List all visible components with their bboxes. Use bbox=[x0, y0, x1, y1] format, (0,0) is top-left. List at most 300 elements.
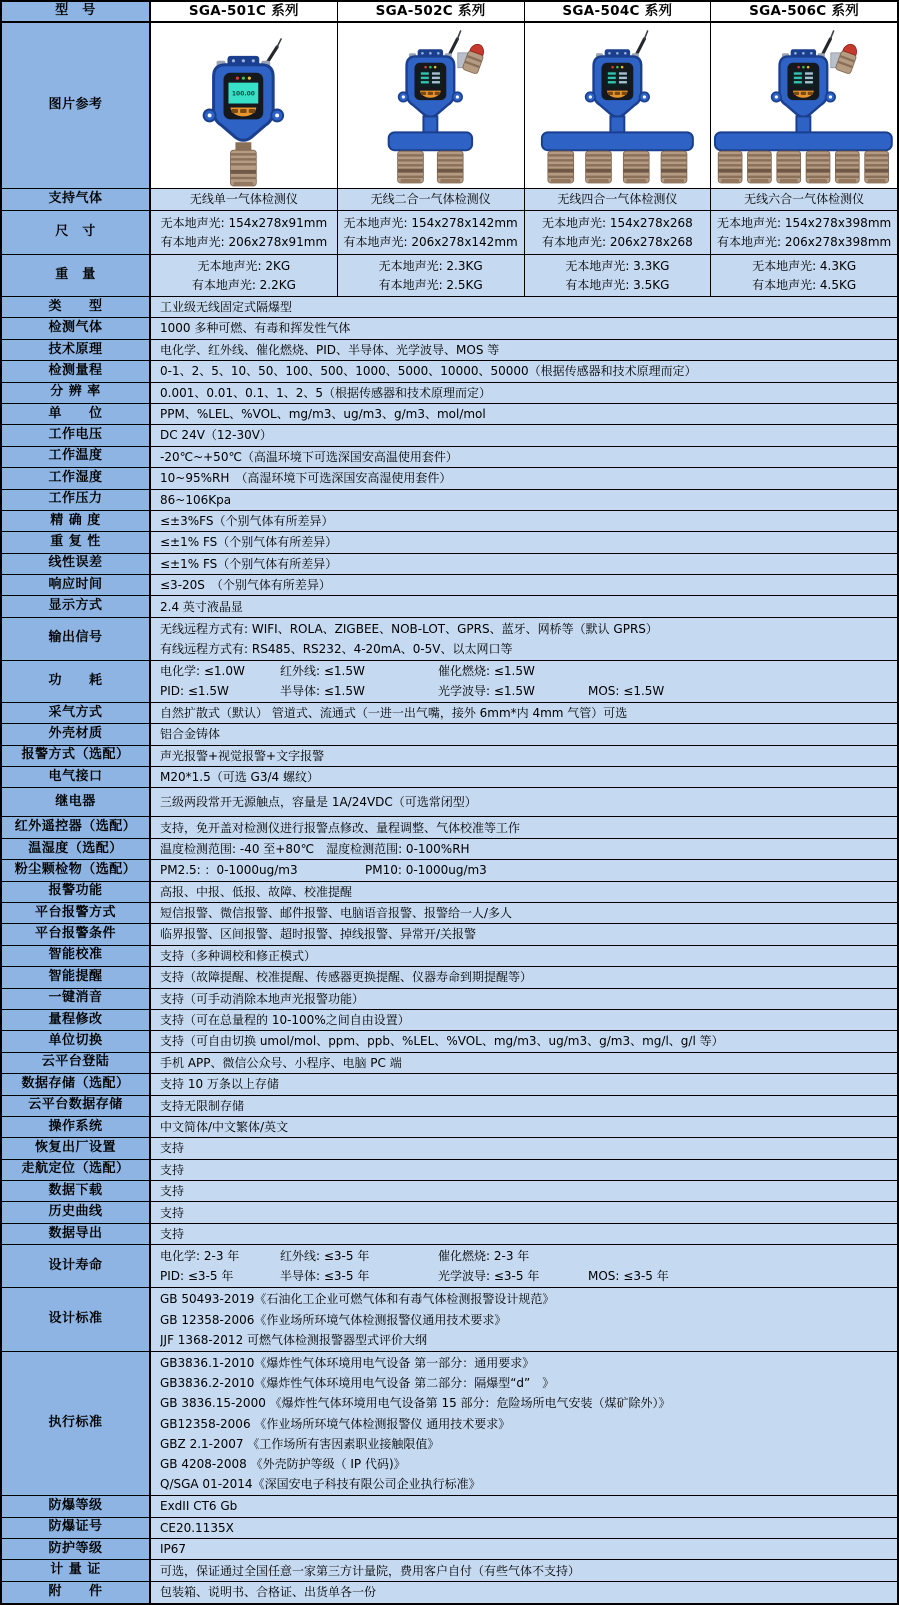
spec-value-text: 自然扩散式（默认） 管道式、流通式（一进一出气嘴，接外 6mm*内 4mm 气管）可选 bbox=[160, 705, 628, 720]
spec-row bbox=[2, 618, 897, 661]
spec-row bbox=[2, 1288, 897, 1352]
spec-row-value bbox=[151, 383, 897, 403]
spec-row-value bbox=[151, 1288, 897, 1351]
compare-cell-line: 无本地声光: 154x278x398mm bbox=[717, 215, 892, 230]
spec-row-value bbox=[151, 1074, 897, 1094]
spec-value-line: GBZ 2.1-2007 《工作场所有害因素职业接触限值》 bbox=[160, 1436, 440, 1451]
compare-cell-line: 无线单一气体检测仪 bbox=[189, 192, 298, 206]
spec-value-text: 工业级无线固定式隔爆型 bbox=[160, 300, 293, 315]
spec-value-text: 支持 bbox=[160, 1184, 185, 1199]
spec-row bbox=[2, 903, 897, 924]
spec-row-label: 附 件 bbox=[2, 1582, 151, 1603]
spec-row-value bbox=[151, 1496, 897, 1516]
spec-row-value bbox=[151, 511, 897, 531]
spec-value-line: GB 4208-2008 《外壳防护等级（ IP 代码)》 bbox=[160, 1457, 406, 1472]
spec-row bbox=[2, 1539, 897, 1560]
spec-value-line: Q/SGA 01-2014《深国安电子科技有限公司企业执行标准》 bbox=[160, 1477, 481, 1492]
spec-row-value bbox=[151, 361, 897, 381]
spec-row-label: 分 辨 率 bbox=[2, 383, 151, 403]
spec-segment-line bbox=[160, 1246, 891, 1266]
spec-row-label: 走航定位（选配） bbox=[2, 1160, 151, 1180]
spec-row-label: 一键消音 bbox=[2, 989, 151, 1009]
spec-value-text: ≤±3%FS（个别气体有所差异） bbox=[160, 514, 334, 528]
manifold-bar bbox=[715, 132, 892, 150]
spec-row-value bbox=[151, 903, 897, 923]
compare-cell-line: 无线四合一气体检测仪 bbox=[557, 192, 678, 206]
spec-row-label: 温湿度（选配） bbox=[2, 839, 151, 859]
compare-cells bbox=[151, 255, 897, 296]
compare-row-label: 支持气体 bbox=[2, 189, 151, 210]
spec-value-text: ≤3-20S （个别气体有所差异） bbox=[160, 578, 331, 593]
spec-value-text: 支持，免开盖对检测仪进行报警点修改、量程调整、气体校准等工作 bbox=[160, 820, 521, 835]
spec-row-label: 单位切换 bbox=[2, 1031, 151, 1051]
spec-row-label: 重 复 性 bbox=[2, 532, 151, 552]
compare-cell-line: 无本地声光: 154x278x91mm bbox=[160, 215, 328, 230]
spec-row bbox=[2, 1181, 897, 1202]
device-image-cell bbox=[151, 23, 338, 188]
spec-value-text: DC 24V（12-30V） bbox=[160, 428, 272, 443]
spec-value-text: 三级两段常开无源触点，容量是 1A/24VDC（可选常闭型） bbox=[160, 795, 477, 810]
spec-row-value bbox=[151, 1224, 897, 1244]
spec-value-line: GB 3836.15-2000 《爆炸性气体环境用电气设备第 15 部分：危险场所电气安装（煤矿除外）》 bbox=[160, 1396, 671, 1411]
spec-value-text: 支持（可手动消除本地声光报警功能） bbox=[160, 991, 365, 1006]
sensor-probe bbox=[585, 151, 611, 183]
spec-row bbox=[2, 554, 897, 575]
spec-segment: 电化学: ≤1.0W bbox=[160, 664, 245, 679]
compare-cell bbox=[151, 189, 338, 210]
spec-row bbox=[2, 946, 897, 967]
spec-row bbox=[2, 383, 897, 404]
compare-cell bbox=[525, 211, 712, 254]
compare-cell bbox=[711, 211, 897, 254]
spec-value-text: 可选，保证通过全国任意一家第三方计量院，费用客户自付（有些气体不支持） bbox=[160, 1563, 581, 1578]
compare-cell-line: 有本地声光: 206x278x91mm bbox=[160, 234, 328, 249]
spec-row-label: 智能校准 bbox=[2, 946, 151, 966]
spec-row-value bbox=[151, 425, 897, 445]
spec-value-text: 支持 bbox=[160, 1141, 185, 1156]
spec-value-text: 支持无限制存储 bbox=[160, 1098, 245, 1113]
compare-cell bbox=[338, 189, 525, 210]
spec-row-value bbox=[151, 1138, 897, 1158]
spec-segment: 电化学: 2-3 年 bbox=[160, 1249, 240, 1264]
spec-row-value bbox=[151, 1117, 897, 1137]
spec-row bbox=[2, 1138, 897, 1159]
model-header-row bbox=[2, 2, 897, 23]
spec-row bbox=[2, 967, 897, 988]
sensor-probe bbox=[397, 151, 423, 183]
spec-row bbox=[2, 724, 897, 745]
spec-row-label: 云平台登陆 bbox=[2, 1053, 151, 1073]
spec-row-label: 报警方式（选配） bbox=[2, 746, 151, 766]
spec-row-label: 防爆证号 bbox=[2, 1518, 151, 1538]
spec-row bbox=[2, 661, 897, 703]
spec-row-label: 设计标准 bbox=[2, 1288, 151, 1351]
spec-row-value bbox=[151, 1160, 897, 1180]
gas-detector-illustration bbox=[338, 23, 524, 188]
spec-row-label: 防爆等级 bbox=[2, 1496, 151, 1516]
spec-row bbox=[2, 1010, 897, 1031]
spec-row-value bbox=[151, 860, 897, 880]
spec-row-label: 云平台数据存储 bbox=[2, 1096, 151, 1116]
spec-row-value bbox=[151, 661, 897, 702]
spec-row bbox=[2, 860, 897, 881]
spec-segment-line bbox=[160, 1266, 891, 1286]
spec-value-text: 支持 10 万条以上存储 bbox=[160, 1077, 279, 1092]
compare-cell bbox=[525, 189, 712, 210]
spec-row-value bbox=[151, 554, 897, 574]
compare-cell-line: 有本地声光: 3.5KG bbox=[565, 277, 670, 292]
spec-row-value bbox=[151, 1031, 897, 1051]
spec-row-value bbox=[151, 1181, 897, 1201]
compare-cell-line: 有本地声光: 206x278x398mm bbox=[717, 234, 892, 249]
spec-row-label: 线性误差 bbox=[2, 554, 151, 574]
spec-row bbox=[2, 297, 897, 318]
spec-row-value bbox=[151, 1053, 897, 1073]
compare-cell bbox=[711, 255, 897, 296]
spec-segment: PM2.5: ：0-1000ug/m3 bbox=[160, 863, 298, 878]
spec-value-line: GB3836.1-2010《爆炸性气体环境用电气设备 第一部分：通用要求》 bbox=[160, 1356, 535, 1371]
sensor-probe bbox=[748, 151, 772, 183]
spec-row bbox=[2, 404, 897, 425]
spec-segment: PID: ≤1.5W bbox=[160, 684, 229, 699]
spec-row bbox=[2, 1031, 897, 1052]
spec-row-label: 执行标准 bbox=[2, 1352, 151, 1495]
manifold-bar bbox=[541, 132, 692, 150]
spec-row-label: 显示方式 bbox=[2, 596, 151, 616]
spec-segment-line bbox=[160, 860, 891, 880]
compare-cell-line: 无线二合一气体检测仪 bbox=[370, 192, 491, 206]
spec-value-line: GB3836.2-2010《爆炸性气体环境用电气设备 第二部分：隔爆型“d” 》 bbox=[160, 1376, 555, 1391]
sensor-probe bbox=[230, 150, 256, 186]
compare-cell-line: 有本地声光: 2.2KG bbox=[191, 277, 296, 292]
sensor-probe bbox=[437, 151, 463, 183]
spec-value-text: 支持（可在总量程的 10-100%之间自由设置） bbox=[160, 1013, 410, 1028]
sensor-probe bbox=[623, 151, 649, 183]
spec-row-value bbox=[151, 490, 897, 510]
spec-row-value bbox=[151, 1582, 897, 1603]
spec-row bbox=[2, 468, 897, 489]
alarm-beacon-icon bbox=[831, 42, 860, 75]
spec-row bbox=[2, 1117, 897, 1138]
spec-row-value bbox=[151, 724, 897, 744]
spec-row-value bbox=[151, 297, 897, 317]
spec-row bbox=[2, 1582, 897, 1603]
spec-row bbox=[2, 703, 897, 724]
spec-value-text: CE20.1135X bbox=[160, 1520, 234, 1535]
spec-row-value bbox=[151, 532, 897, 552]
spec-row bbox=[2, 596, 897, 617]
spec-row bbox=[2, 767, 897, 788]
spec-row bbox=[2, 447, 897, 468]
compare-cell-line: 有本地声光: 206x278x142mm bbox=[343, 234, 518, 249]
spec-value-line: GB12358-2006 《作业场所环境气体检测报警仪 通用技术要求》 bbox=[160, 1416, 511, 1431]
model-header: SGA-502C 系列 bbox=[338, 2, 525, 21]
spec-row bbox=[2, 817, 897, 838]
compare-cell-line: 有本地声光: 2.5KG bbox=[378, 277, 483, 292]
spec-row bbox=[2, 340, 897, 361]
spec-value-text: 支持 bbox=[160, 1226, 185, 1241]
compare-cell-line: 无本地声光: 2KG bbox=[197, 258, 291, 273]
spec-row bbox=[2, 788, 897, 817]
device-image-cell bbox=[338, 23, 525, 188]
detector-body bbox=[398, 49, 462, 117]
spec-row-value bbox=[151, 618, 897, 660]
gas-detector-illustration bbox=[711, 23, 897, 188]
spec-segment: PM10: 0-1000ug/m3 bbox=[365, 863, 487, 878]
sensor-probe bbox=[661, 151, 687, 183]
spec-value-line: GB 12358-2006《作业场所环境气体检测报警仪通用技术要求》 bbox=[160, 1312, 507, 1327]
spec-segment: MOS: ≤1.5W bbox=[588, 684, 665, 699]
spec-row-label: 检测量程 bbox=[2, 361, 151, 381]
spec-row-value bbox=[151, 318, 897, 338]
spec-row bbox=[2, 746, 897, 767]
spec-segment: 光学波导: ≤1.5W bbox=[438, 684, 535, 699]
spec-row-label: 历史曲线 bbox=[2, 1202, 151, 1222]
compare-cell bbox=[151, 211, 338, 254]
model-header: SGA-506C 系列 bbox=[711, 2, 897, 21]
table-body bbox=[2, 23, 897, 1603]
spec-value-text: 温度检测范围: -40 至+80℃ 湿度检测范围: 0-100%RH bbox=[160, 841, 470, 856]
spec-row-label: 平台报警条件 bbox=[2, 924, 151, 944]
spec-row-value bbox=[151, 1560, 897, 1580]
model-header: SGA-504C 系列 bbox=[525, 2, 712, 21]
spec-row-value bbox=[151, 596, 897, 616]
spec-row-label: 精 确 度 bbox=[2, 511, 151, 531]
spec-value-line: GB 50493-2019《石油化工企业可燃气体和有毒气体检测报警设计规范》 bbox=[160, 1292, 555, 1307]
spec-value-text: 声光报警+视觉报警+文字报警 bbox=[160, 748, 325, 763]
compare-cell bbox=[338, 255, 525, 296]
spec-value-text: 中文简体/中文繁体/英文 bbox=[160, 1119, 289, 1134]
spec-segment: 红外线: ≤3-5 年 bbox=[280, 1249, 370, 1264]
sensor-probe bbox=[836, 151, 860, 183]
spec-row bbox=[2, 361, 897, 382]
spec-value-text: 86~106Kpa bbox=[160, 492, 232, 507]
spec-row-label: 设计寿命 bbox=[2, 1245, 151, 1287]
spec-segment: PID: ≤3-5 年 bbox=[160, 1269, 234, 1284]
spec-row bbox=[2, 839, 897, 860]
spec-row bbox=[2, 1053, 897, 1074]
spec-value-line: 有线远程方式有: RS485、RS232、4-20mA、0-5V、以太网口等 bbox=[160, 641, 513, 656]
spec-row bbox=[2, 1245, 897, 1288]
spec-row-value bbox=[151, 839, 897, 859]
spec-row-label: 操作系统 bbox=[2, 1117, 151, 1137]
spec-row bbox=[2, 425, 897, 446]
spec-value-text: 高报、中报、低报、故障、校准提醒 bbox=[160, 884, 353, 899]
spec-row-value bbox=[151, 924, 897, 944]
spec-row-label: 工作温度 bbox=[2, 447, 151, 467]
spec-row-label: 量程修改 bbox=[2, 1010, 151, 1030]
gas-detector-illustration bbox=[525, 23, 711, 188]
compare-cell bbox=[338, 211, 525, 254]
sensor-probe bbox=[547, 151, 573, 183]
spec-value-text: ExdII CT6 Gb bbox=[160, 1499, 238, 1514]
spec-row-value bbox=[151, 788, 897, 816]
detector-body bbox=[772, 49, 836, 117]
spec-value-text: 0-1、2、5、10、50、100、500、1000、5000、10000、50000（根据传感器和技术原理而定） bbox=[160, 364, 697, 379]
spec-row bbox=[2, 1560, 897, 1581]
spec-value-text: 手机 APP、微信公众号、小程序、电脑 PC 端 bbox=[160, 1055, 402, 1070]
spec-row bbox=[2, 1074, 897, 1095]
spec-row-label: 工作压力 bbox=[2, 490, 151, 510]
device-image-cell bbox=[711, 23, 897, 188]
spec-value-text: 电化学、红外线、催化燃烧、PID、半导体、光学波导、MOS 等 bbox=[160, 342, 500, 357]
compare-row bbox=[2, 211, 897, 255]
spec-row-value bbox=[151, 447, 897, 467]
spec-value-text: 支持 bbox=[160, 1162, 185, 1177]
spec-row-value bbox=[151, 340, 897, 360]
spec-row-value bbox=[151, 746, 897, 766]
compare-row bbox=[2, 189, 897, 211]
spec-row-value bbox=[151, 967, 897, 987]
spec-row-value bbox=[151, 1539, 897, 1559]
spec-row-label: 采气方式 bbox=[2, 703, 151, 723]
spec-row-value bbox=[151, 946, 897, 966]
spec-row-value bbox=[151, 1096, 897, 1116]
spec-row-label: 功 耗 bbox=[2, 661, 151, 702]
compare-cells bbox=[151, 211, 897, 254]
spec-row bbox=[2, 1496, 897, 1517]
spec-row-label: 红外遥控器（选配） bbox=[2, 817, 151, 837]
detector-body bbox=[204, 56, 283, 140]
compare-cell-line: 有本地声光: 4.5KG bbox=[752, 277, 857, 292]
spec-row-label: 平台报警方式 bbox=[2, 903, 151, 923]
spec-row-label: 技术原理 bbox=[2, 340, 151, 360]
spec-row-label: 数据存储（选配） bbox=[2, 1074, 151, 1094]
spec-row bbox=[2, 1224, 897, 1245]
spec-segment: 光学波导: ≤3-5 年 bbox=[438, 1269, 540, 1284]
device-screen-value: 100.00 bbox=[231, 90, 255, 98]
spec-value-text: 支持（可自由切换 umol/mol、ppm、ppb、%LEL、%VOL、mg/m3、ug/m3、g/m3、mg/l、g/l 等） bbox=[160, 1034, 724, 1049]
spec-value-text: 1000 多种可燃、有毒和挥发性气体 bbox=[160, 321, 351, 336]
sensor-probe bbox=[718, 151, 742, 183]
spec-row bbox=[2, 882, 897, 903]
spec-row-label: 检测气体 bbox=[2, 318, 151, 338]
spec-row-label: 计 量 证 bbox=[2, 1560, 151, 1580]
spec-value-text: 2.4 英寸液晶显 bbox=[160, 599, 243, 614]
sensor-probe bbox=[777, 151, 801, 183]
spec-row-label: 智能提醒 bbox=[2, 967, 151, 987]
spec-segment-line bbox=[160, 681, 891, 701]
spec-row bbox=[2, 1160, 897, 1181]
detector-body bbox=[585, 49, 649, 117]
spec-value-text: 包装箱、说明书、合格证、出货单各一份 bbox=[160, 1585, 377, 1600]
model-header: SGA-501C 系列 bbox=[151, 2, 338, 21]
spec-row-label: 单 位 bbox=[2, 404, 151, 424]
spec-row-label: 工作湿度 bbox=[2, 468, 151, 488]
spec-row-value bbox=[151, 989, 897, 1009]
spec-row bbox=[2, 1518, 897, 1539]
spec-row-label: 外壳材质 bbox=[2, 724, 151, 744]
spec-row-label: 输出信号 bbox=[2, 618, 151, 660]
spec-value-text: 10~95%RH （高湿环境下可选深国安高湿使用套件） bbox=[160, 471, 452, 486]
spec-value-text: 临界报警、区间报警、超时报警、掉线报警、异常开/关报警 bbox=[160, 927, 477, 942]
spec-value-text: 短信报警、微信报警、邮件报警、电脑语音报警、报警给一人/多人 bbox=[160, 906, 513, 921]
compare-row-label: 重 量 bbox=[2, 255, 151, 296]
spec-value-text: 0.001、0.01、0.1、1、2、5（根据传感器和技术原理而定） bbox=[160, 385, 492, 400]
spec-value-text: ≤±1% FS（个别气体有所差异） bbox=[160, 556, 338, 571]
spec-row-value bbox=[151, 468, 897, 488]
spec-segment: 半导体: ≤1.5W bbox=[280, 684, 365, 699]
spec-value-text: 支持（多种调校和修正模式） bbox=[160, 948, 317, 963]
spec-row-label: 报警功能 bbox=[2, 882, 151, 902]
compare-cell-line: 无本地声光: 154x278x268 bbox=[541, 215, 693, 230]
spec-row-label: 防护等级 bbox=[2, 1539, 151, 1559]
model-header-cells bbox=[151, 2, 897, 21]
spec-row-label: 恢复出厂设置 bbox=[2, 1138, 151, 1158]
device-image-cell bbox=[525, 23, 712, 188]
compare-cell-line: 无线六合一气体检测仪 bbox=[744, 192, 865, 206]
manifold-bar bbox=[388, 132, 471, 150]
spec-value-text: -20℃~+50℃（高温环境下可选深国安高温使用套件） bbox=[160, 449, 458, 464]
spec-row bbox=[2, 989, 897, 1010]
spec-segment: 催化燃烧: ≤1.5W bbox=[438, 664, 535, 679]
spec-row-label: 类 型 bbox=[2, 297, 151, 317]
spec-row bbox=[2, 1202, 897, 1223]
spec-row-value bbox=[151, 817, 897, 837]
compare-cell bbox=[525, 255, 712, 296]
sensor-probe bbox=[865, 151, 889, 183]
spec-row bbox=[2, 924, 897, 945]
compare-cell-line: 有本地声光: 206x278x268 bbox=[541, 234, 693, 249]
spec-row-value bbox=[151, 1518, 897, 1538]
compare-cell-line: 无本地声光: 4.3KG bbox=[752, 258, 857, 273]
alarm-beacon-icon bbox=[458, 42, 487, 75]
spec-row-label: 响应时间 bbox=[2, 575, 151, 595]
compare-row bbox=[2, 255, 897, 297]
spec-row-value bbox=[151, 882, 897, 902]
image-row bbox=[2, 23, 897, 189]
spec-value-text: M20*1.5（可选 G3/4 螺纹） bbox=[160, 770, 319, 785]
spec-row bbox=[2, 511, 897, 532]
spec-row-value bbox=[151, 703, 897, 723]
spec-row-label: 粉尘颗检物（选配） bbox=[2, 860, 151, 880]
compare-cell-line: 无本地声光: 154x278x142mm bbox=[343, 215, 518, 230]
spec-value-line: JJF 1368-2012 可燃气体检测报警器型式评价大纲 bbox=[160, 1332, 428, 1347]
spec-value-text: 铝合金铸体 bbox=[160, 727, 221, 742]
spec-row-label: 工作电压 bbox=[2, 425, 151, 445]
spec-segment: MOS: ≤3-5 年 bbox=[588, 1269, 669, 1284]
image-row-label: 图片参考 bbox=[2, 23, 151, 188]
spec-value-text: PPM、%LEL、%VOL、mg/m3、ug/m3、g/m3、mol/mol bbox=[160, 407, 486, 422]
spec-segment: 催化燃烧: 2-3 年 bbox=[438, 1249, 530, 1264]
spec-row-value bbox=[151, 1352, 897, 1495]
spec-value-line: 无线远程方式有: WIFI、ROLA、ZIGBEE、NOB-LOT、GPRS、蓝牙、网桥等（默认 GPRS） bbox=[160, 621, 658, 636]
spec-segment: 半导体: ≤3-5 年 bbox=[280, 1269, 370, 1284]
spec-row bbox=[2, 490, 897, 511]
spec-row-label: 电气接口 bbox=[2, 767, 151, 787]
compare-row-label: 尺 寸 bbox=[2, 211, 151, 254]
spec-row-value bbox=[151, 404, 897, 424]
spec-segment: 红外线: ≤1.5W bbox=[280, 664, 365, 679]
gas-detector-illustration bbox=[151, 23, 337, 188]
spec-segment-line bbox=[160, 661, 891, 681]
compare-cell-line: 无本地声光: 3.3KG bbox=[565, 258, 670, 273]
spec-row-value bbox=[151, 1010, 897, 1030]
spec-row bbox=[2, 318, 897, 339]
spec-row-label: 数据导出 bbox=[2, 1224, 151, 1244]
spec-row-value bbox=[151, 1245, 897, 1287]
compare-cells bbox=[151, 189, 897, 210]
spec-row-label: 继电器 bbox=[2, 788, 151, 816]
model-row-label: 型 号 bbox=[2, 2, 151, 21]
spec-value-text: 支持 bbox=[160, 1205, 185, 1220]
spec-row bbox=[2, 532, 897, 553]
spec-row-value bbox=[151, 575, 897, 595]
spec-value-text: 支持（故障提醒、校准提醒、传感器更换提醒、仪器寿命到期提醒等） bbox=[160, 970, 533, 985]
sensor-probe bbox=[806, 151, 830, 183]
compare-cell bbox=[151, 255, 338, 296]
spec-value-text: ≤±1% FS（个别气体有所差异） bbox=[160, 535, 338, 550]
